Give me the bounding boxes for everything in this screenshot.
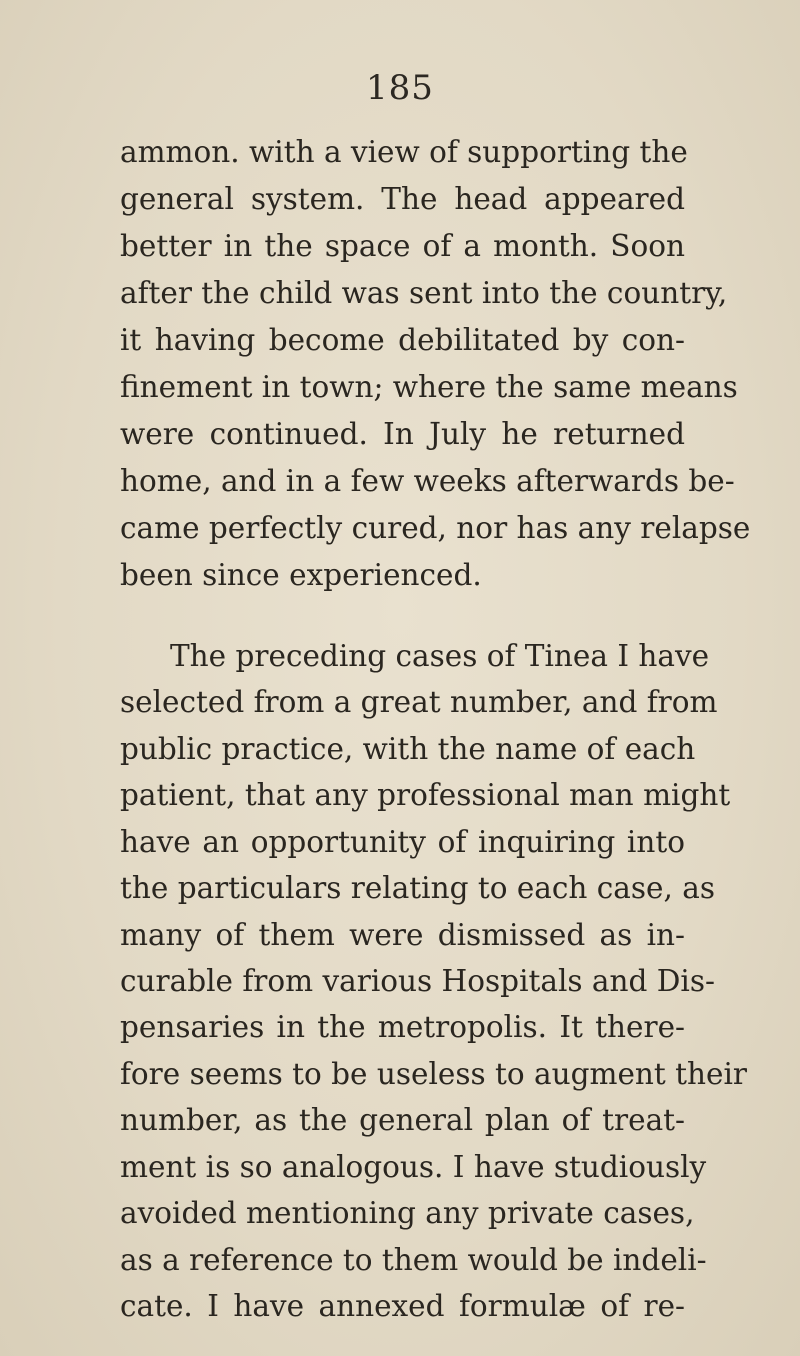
text-line: after the child was sent into the country,	[120, 276, 728, 310]
text-line: came perfectly cured, nor has any relapse	[120, 511, 751, 545]
text-line: pensaries in the metropolis. It there-	[120, 1010, 685, 1044]
text-line: general system. The head appeared	[120, 182, 685, 216]
text-line: cate. I have annexed formulæ of re-	[120, 1289, 685, 1323]
text-line: home, and in a few weeks afterwards be-	[120, 464, 735, 498]
text-line: avoided mentioning any private cases,	[120, 1196, 695, 1230]
text-line: were continued. In July he returned	[120, 417, 685, 451]
text-line: ment is so analogous. I have studiously	[120, 1150, 707, 1184]
text-line: it having become debilitated by con-	[120, 323, 685, 357]
text-line: ammon. with a view of supporting the	[120, 135, 688, 169]
text-line: curable from various Hospitals and Dis-	[120, 964, 715, 998]
text-line: patient, that any professional man might	[120, 778, 731, 812]
text-line: as a reference to them would be indeli-	[120, 1243, 707, 1277]
text-line: finement in town; where the same means	[120, 370, 738, 404]
text-line: many of them were dismissed as in-	[120, 918, 685, 952]
text-line: been since experienced.	[120, 558, 482, 592]
text-line: the particulars relating to each case, as	[120, 871, 715, 905]
text-line: better in the space of a month. Soon	[120, 229, 685, 263]
text-line: public practice, with the name of each	[120, 732, 696, 766]
text-line: fore seems to be useless to augment their	[120, 1057, 747, 1091]
text-line: The preceding cases of Tinea I have	[170, 639, 710, 673]
page-number: 185	[366, 68, 434, 108]
text-line: selected from a great number, and from	[120, 685, 718, 719]
text-line: have an opportunity of inquiring into	[120, 825, 685, 859]
text-line: number, as the general plan of treat-	[120, 1103, 685, 1137]
